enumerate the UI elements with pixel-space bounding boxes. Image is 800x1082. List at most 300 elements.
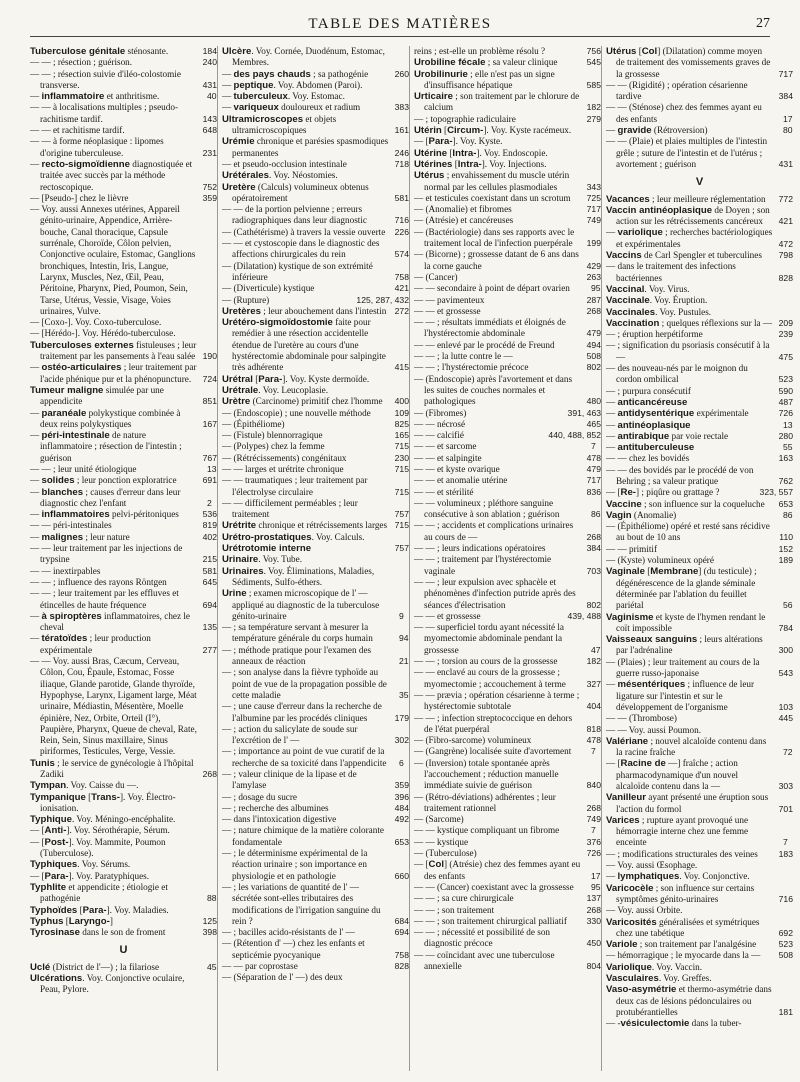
index-entry-text: Urine ; examen microscopique de l' — appliqué au diagnostic de la tuberculose génito-urinaire	[222, 588, 380, 621]
index-entry-text: — paranéale polykystique combinée à deux reins polykystiques	[30, 407, 181, 429]
index-entry-text: — antirabique par voie rectale	[606, 430, 729, 442]
index-entry-page: 383	[394, 102, 409, 113]
index-entry	[414, 520, 601, 543]
index-entry	[414, 46, 601, 57]
index-entry	[414, 351, 601, 362]
index-entry-text: — — péri-intestinales	[30, 520, 112, 531]
index-entry-text: — [Para-]. Voy. Kyste.	[414, 136, 503, 148]
index-entry-text: — (Endoscopie) après l'avortement et dans les suites de couches normales et pathologiques	[414, 373, 573, 407]
index-entry	[222, 385, 409, 396]
index-entry-text: — — coïncidant avec une tuberculose annexielle	[414, 949, 555, 972]
index-entry-text: — — ; leur expulsion avec sphacèle et phénomènes d'infection putride après des séances d'électrisation	[414, 576, 576, 610]
index-entry-text: — ; importance au point de vue curatif de la recherche de sa toxicité dans l'appendicite	[222, 746, 387, 768]
index-entry-page: 804	[586, 961, 601, 972]
index-entry-text: — — et kyste ovarique	[414, 463, 500, 474]
index-entry	[30, 825, 217, 836]
index-entry-page: 716	[778, 893, 793, 904]
column-divider	[409, 46, 410, 1071]
index-entry-page: 330	[586, 915, 601, 926]
index-entry-page: 135	[202, 622, 217, 633]
index-entry-page: 703	[586, 565, 601, 576]
index-entry-text: Vaccinal. Voy. Virus.	[606, 283, 690, 295]
index-entry-page: 648	[202, 125, 217, 136]
index-entry-page: 268	[586, 904, 601, 915]
index-entry-page: 798	[778, 250, 793, 261]
index-entry-page: 439, 488	[567, 610, 601, 621]
index-entry: — — (Cancer) coexistant avec la grossesse 95	[414, 881, 601, 892]
index-entry-page: 802	[586, 599, 601, 610]
index-entry-text: — tératoïdes ; leur production expérimentale	[30, 633, 151, 655]
index-entry-page: 263	[586, 271, 601, 282]
index-entry-text: — — et grossesse	[414, 610, 481, 621]
index-entry-text: — — ; traitement par l'hystérectomie vaginale	[414, 554, 552, 576]
index-entry-text: — ; les variations de quantité de l' — sécrétée sont-elles tributaires des modifications de l'irrigation sanguine du rein ?	[222, 881, 381, 926]
index-entry-page: 756	[586, 46, 601, 56]
index-entry	[606, 679, 793, 713]
index-entry-text: — — volumineux ; pléthore sanguine consécutive à son ablation ; guérison	[414, 497, 560, 520]
index-entry-page: 480	[586, 396, 601, 407]
index-entry	[222, 701, 409, 724]
index-entry	[606, 499, 793, 510]
index-entry-text: — ; bacilles acido-résistants de l' —	[222, 927, 355, 938]
index-entry	[222, 769, 409, 792]
index-entry-page: 828	[394, 961, 409, 972]
index-entry-page: 103	[778, 701, 793, 712]
index-entry-text: — ; une cause d'erreur dans la recherche de l'albumine par les procédés cliniques	[222, 701, 382, 723]
index-entry	[606, 939, 793, 950]
index-entry-text: — Voy. aussi Orbite.	[606, 905, 683, 916]
index-entry-text: Vaccins de Carl Spengler et tuberculines	[606, 250, 762, 262]
index-entry-page: 268	[202, 769, 217, 779]
index-entry-text: — tuberculeux. Voy. Estomac.	[222, 91, 345, 103]
index-entry-text: — — primitif	[606, 543, 658, 554]
index-entry-page: 429	[586, 260, 601, 271]
index-entry-text: — — secondaire à point de départ ovarien	[414, 283, 570, 294]
index-entry	[414, 577, 601, 611]
index-entry	[30, 916, 217, 927]
index-entry	[222, 408, 409, 419]
index-entry-text: Uretère (Calculs) volumineux obtenus opératoirement	[222, 181, 369, 203]
index-entry	[222, 453, 409, 464]
index-entry-page: 440, 488, 852	[548, 430, 601, 441]
index-entry-page: 758	[394, 271, 409, 282]
index-entry-text: — [Pseudo-] chez le lièvre	[30, 192, 129, 203]
index-entry: Urine ; examen microscopique de l' — appliqué au diagnostic de la tuberculose génito-urinaire 9	[222, 588, 404, 621]
index-entry-page: 183	[778, 848, 793, 859]
index-entry-text: — ; le déterminisme expérimental de la réaction urinaire ; son importance en physiologie et en pathologie	[222, 848, 368, 881]
index-entry-text: Tuberculose génitale sténosante.	[30, 46, 169, 57]
index-entry	[414, 272, 601, 283]
index-entry-page: 137	[586, 893, 601, 904]
index-entry: Typhlite et appendicite ; étiologie et pathogénie 88	[30, 881, 217, 904]
index-entry-text: — — chez les bovidés	[606, 453, 690, 464]
index-entry	[414, 758, 601, 792]
index-entry	[414, 713, 601, 736]
index-entry	[222, 927, 409, 938]
index-entry-page: 143	[202, 113, 217, 124]
index-entry	[222, 238, 409, 261]
index-entry	[414, 204, 601, 215]
index-entry	[414, 227, 601, 250]
index-entry-text: Urinaires. Voy. Éliminations, Maladies, Sédiments, Sulfo-éthers.	[222, 565, 375, 587]
index-entry-text: — — et cystoscopie dans le diagnostic des affections chirurgicales du rein	[222, 238, 380, 260]
index-entry-page: 475	[778, 351, 793, 362]
index-entry-text: — — et sarcome	[414, 441, 477, 452]
index-entry-text: — — ; résultats immédiats et éloignés de l'hystérectomie abdominale	[414, 317, 566, 339]
index-entry-page: 701	[778, 803, 793, 814]
index-entry-text: Tumeur maligne simulée par une appendicite	[30, 384, 164, 407]
index-entry-text: — ; modifications structurales des veines	[606, 848, 758, 859]
index-entry	[606, 465, 793, 488]
index-entry	[606, 905, 793, 916]
index-entry	[222, 554, 409, 565]
index-entry-text: Vaginisme et kyste de l'hymen rendant le coït impossible	[606, 611, 766, 633]
index-entry	[30, 973, 217, 996]
index-entry	[222, 204, 409, 227]
index-entry-text: Urétrotomie interne	[222, 543, 312, 555]
index-entry	[606, 973, 793, 984]
index-entry-page: 784	[778, 622, 793, 633]
index-entry	[30, 543, 217, 566]
index-entry	[606, 634, 793, 657]
index-entry	[414, 464, 601, 475]
index-entry	[222, 374, 409, 385]
index-entry-text: — — leur traitement par les injections de trypsine	[30, 543, 183, 565]
index-entry	[414, 905, 601, 916]
index-entry-page: 303	[778, 781, 793, 791]
index-entry	[222, 261, 409, 284]
index-entry-text: Typhoïdes [Para-]. Voy. Maladies.	[30, 904, 169, 916]
index-entry-text: — variolique ; recherches bactériologiques et expérimentales	[606, 227, 773, 249]
index-entry-page: 581	[394, 192, 409, 203]
index-entry	[414, 430, 601, 441]
index-entry-text: — — ; son traitement chirurgical palliatif	[414, 915, 567, 926]
index-entry-text: — — (Cancer) coexistant avec la grossesse	[414, 881, 574, 892]
index-entry-text: Vaccinales. Voy. Pustules.	[606, 306, 712, 318]
page-number: 27	[756, 16, 770, 31]
index-entry	[30, 362, 217, 385]
index-column-1	[30, 46, 217, 1071]
index-entry	[414, 159, 601, 170]
index-entry	[414, 837, 601, 848]
index-entry-text: — ; méthode pratique pour l'examen des anneaux de réaction	[222, 644, 372, 667]
index-entry-page: 323, 557	[759, 487, 793, 498]
index-entry-page: 239	[778, 329, 793, 340]
index-entry-text: Urétral [Para-]. Voy. Kyste dermoïde.	[222, 373, 370, 385]
index-entry-page: 718	[394, 158, 409, 169]
index-entry-text: — — enlevé par le procédé de Freund	[414, 339, 555, 350]
index-entry	[30, 385, 217, 408]
index-entry-page: 152	[778, 543, 793, 554]
index-entry	[606, 205, 793, 228]
index-entry: — — superficiel tordu ayant nécessité la myomectomie abdominale pendant la grossesse 47	[414, 622, 601, 655]
index-entry-text: reins ; est-elle un problème résolu ?	[414, 46, 546, 56]
index-entry-text: — (Fibromes)	[414, 407, 467, 418]
index-entry-text: — [Anti-]. Voy. Sérothérapie, Sérum.	[30, 825, 170, 837]
index-entry-page: 163	[778, 453, 793, 464]
index-entry-page: 246	[394, 147, 409, 158]
index-entry-text: — — Voy. aussi Poumon.	[606, 724, 702, 735]
index-entry-text: — solides ; leur ponction exploratrice	[30, 475, 177, 487]
index-entry-text: Typhiques. Voy. Sérums.	[30, 859, 131, 871]
index-entry	[30, 69, 217, 92]
index-entry-text: — gravide (Rétroversion)	[606, 125, 708, 137]
index-entry	[30, 408, 217, 431]
index-entry-text: Ulcérations. Voy. Conjonctive oculaire, Peau, Pylore.	[30, 973, 185, 995]
index-entry	[30, 102, 217, 125]
index-entry-text: — — prævia ; opération césarienne à terme ; hystérectomie subtotale	[414, 689, 580, 712]
index-entry-text: — (Tuberculose)	[414, 848, 477, 859]
index-entry-page: 653	[778, 498, 793, 509]
index-entry	[606, 950, 793, 961]
index-entry-page: 181	[778, 1006, 793, 1017]
index-entry-text: — ; éruption herpétiforme	[606, 329, 703, 340]
index-entry-text: Vaginale [Membrane] (du testicule) ; dégénérescence de la glande séminale déterminée par l'ablation du feuillet pariétal	[606, 566, 757, 611]
index-entry	[606, 194, 793, 205]
index-entry	[414, 148, 601, 159]
index-entry-page: 645	[202, 576, 217, 587]
index-entry-page: 184	[202, 46, 217, 56]
index-entry-page: 508	[586, 351, 601, 362]
index-entry-page: 465	[586, 418, 601, 429]
index-entry-text: — — superficiel tordu ayant nécessité la myomectomie abdominale pendant la grossesse	[414, 622, 565, 655]
index-entry-page: 277	[202, 644, 217, 655]
index-entry	[30, 136, 217, 159]
index-entry-page: 694	[202, 599, 217, 610]
index-entry-text: Ultramicroscopes et objets ultramicroscopiques	[222, 113, 337, 136]
index-entry	[414, 295, 601, 306]
index-entry-page: 762	[778, 475, 793, 486]
index-entry-page: 508	[778, 950, 793, 961]
index-entry	[30, 792, 217, 815]
index-entry-text: — malignes ; leur nature	[30, 531, 130, 543]
index-entry-text: Urétéro-sigmoïdostomie faite pour remédier à une résection accidentelle étendue de l'uretère au cours d'une hystérectomie abdominale pour salpingite très adhérente	[222, 317, 386, 373]
index-entry	[222, 317, 409, 373]
index-entry-text: Urétrale. Voy. Leucoplasie.	[222, 384, 329, 396]
index-entry-page: 715	[394, 441, 409, 452]
index-entry-text: Tympan. Voy. Caisse du —.	[30, 780, 139, 792]
index-entry	[30, 204, 217, 317]
index-entry-page: 179	[394, 712, 409, 723]
index-entry-page: 189	[778, 555, 793, 566]
index-entry-text: — ; dosage du sucre	[222, 791, 298, 802]
index-entry	[222, 283, 409, 294]
index-entry-text: — ; topographie radiculaire	[414, 113, 516, 124]
index-entry-page: 536	[202, 509, 217, 520]
index-entry	[414, 848, 601, 859]
index-entry-text: Varicosités généralisées et symétriques chez une tabétique	[606, 916, 760, 938]
index-entry-page: 402	[202, 531, 217, 542]
index-entry-text: Vaccinale. Voy. Éruption.	[606, 295, 708, 307]
index-entry	[606, 544, 793, 555]
index-entry-text: — [Re-] ; piqûre ou grattage ?	[606, 487, 720, 499]
index-entry-text: — — ; leurs indications opératoires	[414, 543, 546, 554]
index-entry-page: 479	[586, 463, 601, 474]
index-entry-text: — (Fibro-sarcome) volumineux	[414, 735, 532, 746]
index-entry-text: — et pseudo-occlusion intestinale	[222, 158, 347, 169]
index-entry-text: — recto-sigmoïdienne diagnostiquée et traitée avec succès par la méthode rectoscopique.	[30, 158, 193, 192]
index-entry-page: 717	[778, 68, 793, 79]
index-entry-text: — — calcifié	[414, 430, 464, 441]
index-entry-text: Vaccination ; quelques réflexions sur la —	[606, 317, 773, 329]
index-entry	[222, 441, 409, 452]
index-entry-page: 431	[202, 79, 217, 90]
index-entry	[606, 917, 793, 940]
index-entry-page: 574	[394, 249, 409, 260]
index-entry-text: — — des bovidés par le procédé de von Behring ; sa valeur pratique	[606, 464, 754, 486]
index-entry-page: 165	[394, 430, 409, 441]
index-entry: — ; sa température servant à mesurer la température générale du corps humain 94	[222, 622, 409, 644]
index-entry	[414, 950, 601, 973]
index-entry-text: Tunis ; le service de gynécologie à l'hôpital Zadiki	[30, 757, 194, 779]
index-entry	[222, 80, 409, 91]
index-entry-page: 279	[586, 113, 601, 124]
index-entry	[30, 758, 217, 781]
index-entry-page: 110	[779, 532, 793, 543]
index-entry-page: 523	[778, 374, 793, 385]
page-title: TABLE DES MATIÈRES	[308, 16, 492, 32]
index-entry	[30, 520, 217, 531]
index-entry	[222, 825, 409, 848]
index-entry	[606, 329, 793, 340]
index-entry	[30, 633, 217, 656]
index-entry-page: 268	[586, 305, 601, 316]
index-entry-text: Uretères ; leur abouchement dans l'intestin	[222, 305, 387, 317]
index-entry-page: 182	[586, 656, 601, 667]
index-entry-page: 749	[586, 814, 601, 825]
index-entry	[414, 57, 601, 68]
index-entry-page: 384	[586, 543, 601, 554]
index-entry	[414, 374, 601, 408]
index-entry-text: — — inextirpables	[30, 565, 101, 576]
index-entry	[222, 792, 409, 803]
index-entry-text: — — ; la lutte contre le —	[414, 351, 513, 362]
index-entry	[222, 938, 409, 961]
index-entry-text: Vaccine ; son influence sur la coqueluche	[606, 498, 765, 510]
index-entry-text: — (Kyste) volumineux opéré	[606, 555, 714, 566]
index-entry-text: — — traumatiques ; leur traitement par l'électrolyse circulaire	[222, 475, 368, 497]
column-divider	[601, 46, 602, 1071]
index-entry-page: 431	[778, 158, 793, 169]
index-entry	[30, 837, 217, 860]
index-entry-text: — mésentériques ; influence de leur ligature sur l'intestin et sur le développement de l'organisme	[606, 679, 755, 712]
index-entry-text: — — Voy. aussi Bras, Cæcum, Cerveau, Côlon, Cou, Épaule, Estomac, Fosse iliaque, Glande parotide, Glande thyroïde, Hypophyse, Larynx, Ligament large, Méat urinaire, Médiastin, Mésentère, Moelle épinière, Nez, Orbite, Orteil (I°), Paupière, Pharynx, Queue de cheval, Rate, Rein, Sein, Sinus maxillaire, Sinus piriformes, Testicules, Verge, Vessie.	[30, 656, 197, 757]
index-entry	[606, 340, 793, 363]
index-entry-text: — (Atrésie) et cancéreuses	[414, 215, 514, 226]
index-entry	[414, 193, 601, 204]
index-entry	[222, 46, 409, 69]
index-entry-text: — — de la portion pelvienne ; erreurs radiographiques dans leur diagnostic	[222, 204, 367, 226]
index-entry-text: — — enclavé au cours de la grossesse ; myomectomie ; accouchement à terme	[414, 667, 566, 689]
index-entry-page: 226	[394, 226, 409, 237]
index-entry-page: 421	[394, 283, 409, 294]
index-entry	[606, 46, 793, 80]
index-entry-page: 421	[778, 216, 793, 227]
index-entry-page: 268	[586, 802, 601, 813]
index-entry-page: 825	[394, 418, 409, 429]
index-entry: — — ; leur unité étiologique 13	[30, 463, 217, 474]
index-entry-page: 260	[394, 68, 409, 79]
index-entry-text: Utérus ; envahissement du muscle utérin normal par les cellules plasmodiales	[414, 170, 570, 192]
index-entry-text: — ; nature chimique de la matière colorante fondamentale	[222, 825, 384, 847]
index-entry-page: 287	[586, 294, 601, 305]
index-entry	[222, 520, 409, 531]
index-entry-page: 487	[778, 396, 793, 407]
index-entry-page: 450	[586, 938, 601, 949]
index-entry	[606, 80, 793, 103]
index-entry-page: 724	[202, 373, 217, 384]
index-entry-page: 726	[778, 408, 793, 419]
index-entry-page: 230	[394, 452, 409, 463]
index-entry-text: — (Plaies) ; leur traitement au cours de la guerre russo-japonaise	[606, 656, 760, 679]
index-entry	[222, 430, 409, 441]
index-entry-text: — (Diverticule) kystique	[222, 283, 315, 294]
index-entry-text: — ostéo-articulaires ; leur traitement par l'acide phénique pur et la phénopuncture.	[30, 362, 197, 384]
section-letter: U	[119, 944, 128, 957]
index-entry-text: — lymphatiques. Voy. Conjonctive.	[606, 871, 750, 883]
index-entry	[606, 487, 793, 498]
index-entry-text: — — (Sténose) chez des femmes ayant eu des enfants	[606, 102, 762, 124]
index-entry-page: 215	[202, 554, 217, 565]
index-entry-text: Typhique. Voy. Méningo-encéphalite.	[30, 814, 176, 826]
index-entry	[414, 543, 601, 554]
index-entry-text: — — ; sa cure chirurgicale	[414, 893, 514, 904]
index-entry-text: — (Anomalie) et fibromes	[414, 204, 512, 215]
index-entry	[606, 397, 793, 408]
index-entry	[414, 91, 601, 114]
index-entry: — blanches ; causes d'erreur dans leur diagnostic chez l'enfant 2	[30, 486, 212, 508]
index-entry-text: — (Cancer)	[414, 271, 458, 282]
index-entry: — ; son analyse dans la fièvre typhoïde au point de vue de la propagation possible de cette maladie 35	[222, 667, 409, 700]
index-entry	[222, 227, 409, 238]
index-entry	[222, 396, 409, 407]
index-entry-text: Utérus [Col] (Dilatation) comme moyen de traitement des vomissements graves de la grossesse	[606, 46, 771, 79]
index-entry-page: 725	[586, 192, 601, 203]
index-entry-text: — inflammatoire et anthritisme.	[30, 91, 160, 103]
index-entry: — ; méthode pratique pour l'examen des anneaux de réaction 21	[222, 644, 409, 667]
index-entry-text: — dans le traitement des infections bactériennes	[606, 261, 736, 283]
index-entry-page: 653	[394, 836, 409, 847]
index-entry-text: — antidysentérique expérimentale	[606, 408, 749, 420]
index-entry-text: Urémie chronique et parésies spasmodiques permanentes	[222, 136, 389, 158]
index-entry-page: 384	[778, 91, 793, 102]
index-entry-text: — [Coxo-]. Voy. Coxo-tuberculose.	[30, 317, 162, 328]
index-entry-page: 484	[394, 802, 409, 813]
index-entry	[30, 46, 217, 57]
index-entry	[30, 871, 217, 882]
index-entry-page: 359	[394, 780, 409, 791]
index-entry-text: — (Bactériologie) dans ses rapports avec le traitement local de l'infection puerpérale	[414, 226, 575, 249]
index-entry	[222, 814, 409, 825]
index-entry	[222, 972, 409, 983]
index-entry-text: — -vésiculectomie dans la tuber-	[606, 1018, 742, 1030]
index-entry-page: 199	[586, 238, 601, 249]
index-entry	[606, 849, 793, 860]
index-entry-text: — [Post-]. Voy. Mammite, Poumon (Tuberculose).	[30, 836, 166, 859]
index-entry: — — secondaire à point de départ ovarien 95	[414, 283, 601, 294]
index-entry-text: — (Endoscopie) ; une nouvelle méthode	[222, 407, 371, 418]
index-entry-text: — [Racine de —] fraîche ; action pharmacodynamique d'un nouvel alcaloïde contenu dans la —	[606, 758, 739, 791]
index-entry-page: 182	[586, 102, 601, 113]
index-entry	[30, 328, 217, 339]
index-entry	[222, 532, 409, 543]
index-entry	[606, 453, 793, 464]
index-entry	[606, 758, 793, 792]
index-entry: — gravide (Rétroversion) 80	[606, 125, 793, 137]
index-entry	[30, 317, 217, 328]
index-entry-page: 715	[394, 520, 409, 531]
index-entry	[414, 215, 601, 226]
